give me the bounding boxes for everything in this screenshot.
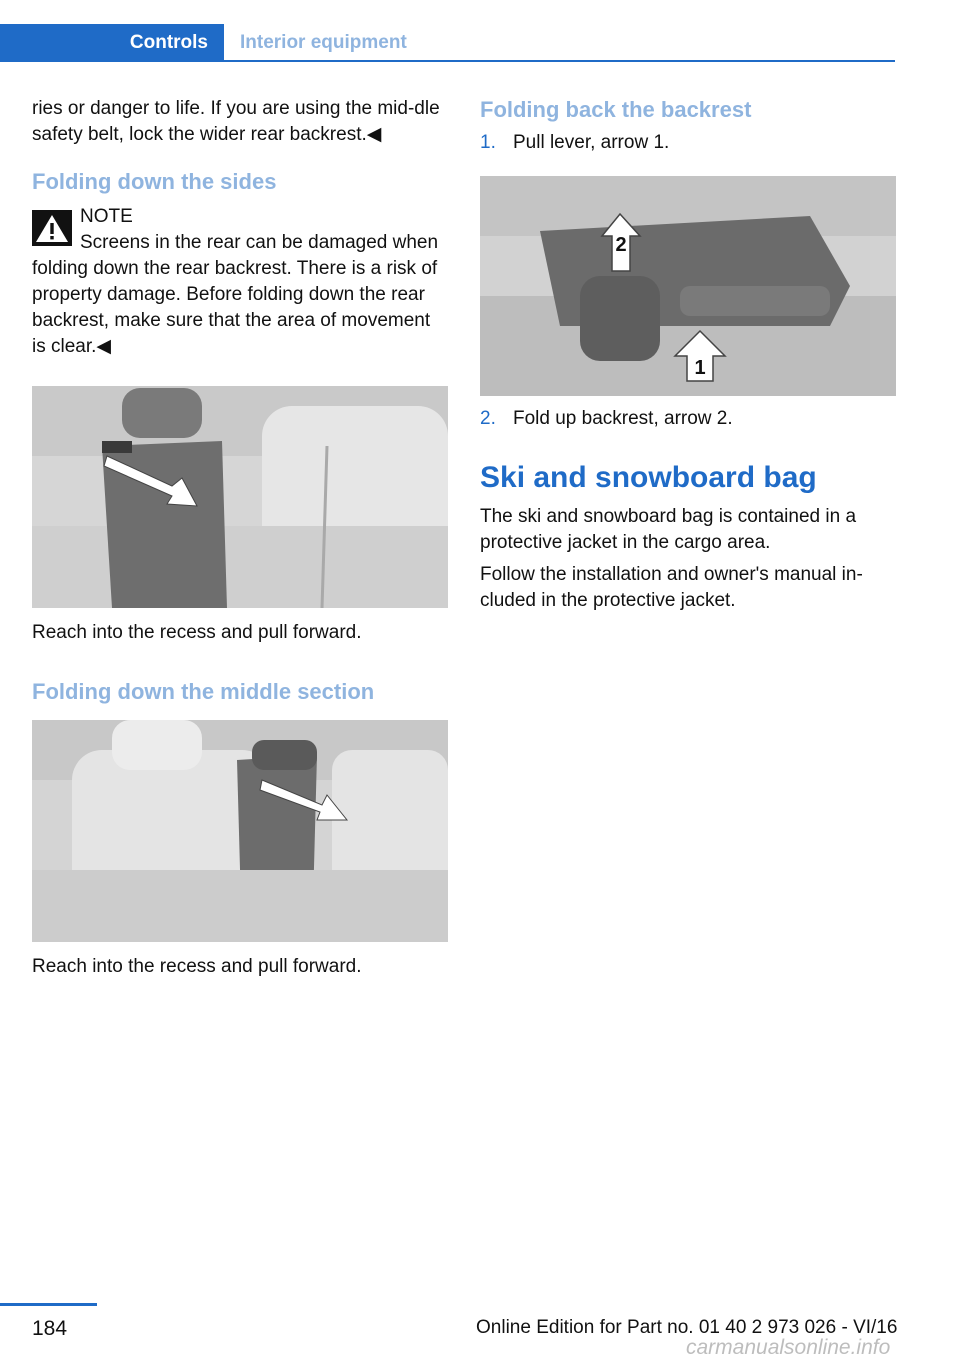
tab-controls[interactable]: Controls	[0, 24, 224, 61]
note-title: NOTE	[80, 206, 133, 227]
note-block	[32, 204, 448, 360]
step-1-text: Pull lever, arrow 1.	[513, 132, 670, 153]
step-2	[480, 406, 896, 432]
arrow-label-1: 1	[694, 357, 706, 379]
edition-note: Online Edition for Part no. 01 40 2 973 026 - VI/16	[476, 1317, 898, 1338]
right-column	[480, 96, 896, 614]
intro-paragraph: ries or danger to life. If you are using the mid-dle safety belt, lock the wider rear backrest.◀	[32, 98, 440, 145]
ski-bag-paragraph-1: The ski and snowboard bag is contained in a protective jacket in the cargo area.	[480, 506, 857, 553]
header-divider	[0, 60, 895, 62]
heading-folding-middle: Folding down the middle section	[32, 679, 375, 704]
step-2-number: 2.	[480, 408, 496, 429]
illustration-fold-back	[480, 176, 896, 396]
watermark: carmanualsonline.info	[686, 1336, 891, 1359]
heading-ski-bag: Ski and snowboard bag	[480, 461, 817, 494]
page-header	[0, 0, 895, 62]
heading-folding-sides: Folding down the sides	[32, 169, 277, 194]
note-body: Screens in the rear can be damaged when folding down the rear backrest. There is a risk of property damage. Before folding down the rear backrest, make sure that the area of movement is clear.◀	[32, 232, 439, 357]
tab-interior-equipment[interactable]: Interior equipment	[240, 31, 407, 53]
caption-sides: Reach into the recess and pull forward.	[32, 622, 362, 643]
illustration-middle-backrest	[32, 720, 448, 942]
warning-icon	[32, 210, 72, 246]
left-column	[32, 96, 448, 980]
arrow-label-2: 2	[615, 234, 627, 256]
heading-folding-back: Folding back the backrest	[480, 97, 752, 122]
step-1-number: 1.	[480, 132, 496, 153]
ski-bag-paragraph-2: Follow the installation and owner's manual in-cluded in the protective jacket.	[480, 564, 863, 611]
caption-middle: Reach into the recess and pull forward.	[32, 956, 362, 977]
illustration-side-backrest	[32, 386, 448, 608]
footer-divider	[0, 1303, 97, 1306]
step-2-text: Fold up backrest, arrow 2.	[513, 408, 733, 429]
page-number: 184	[32, 1317, 68, 1340]
step-1	[480, 130, 896, 156]
